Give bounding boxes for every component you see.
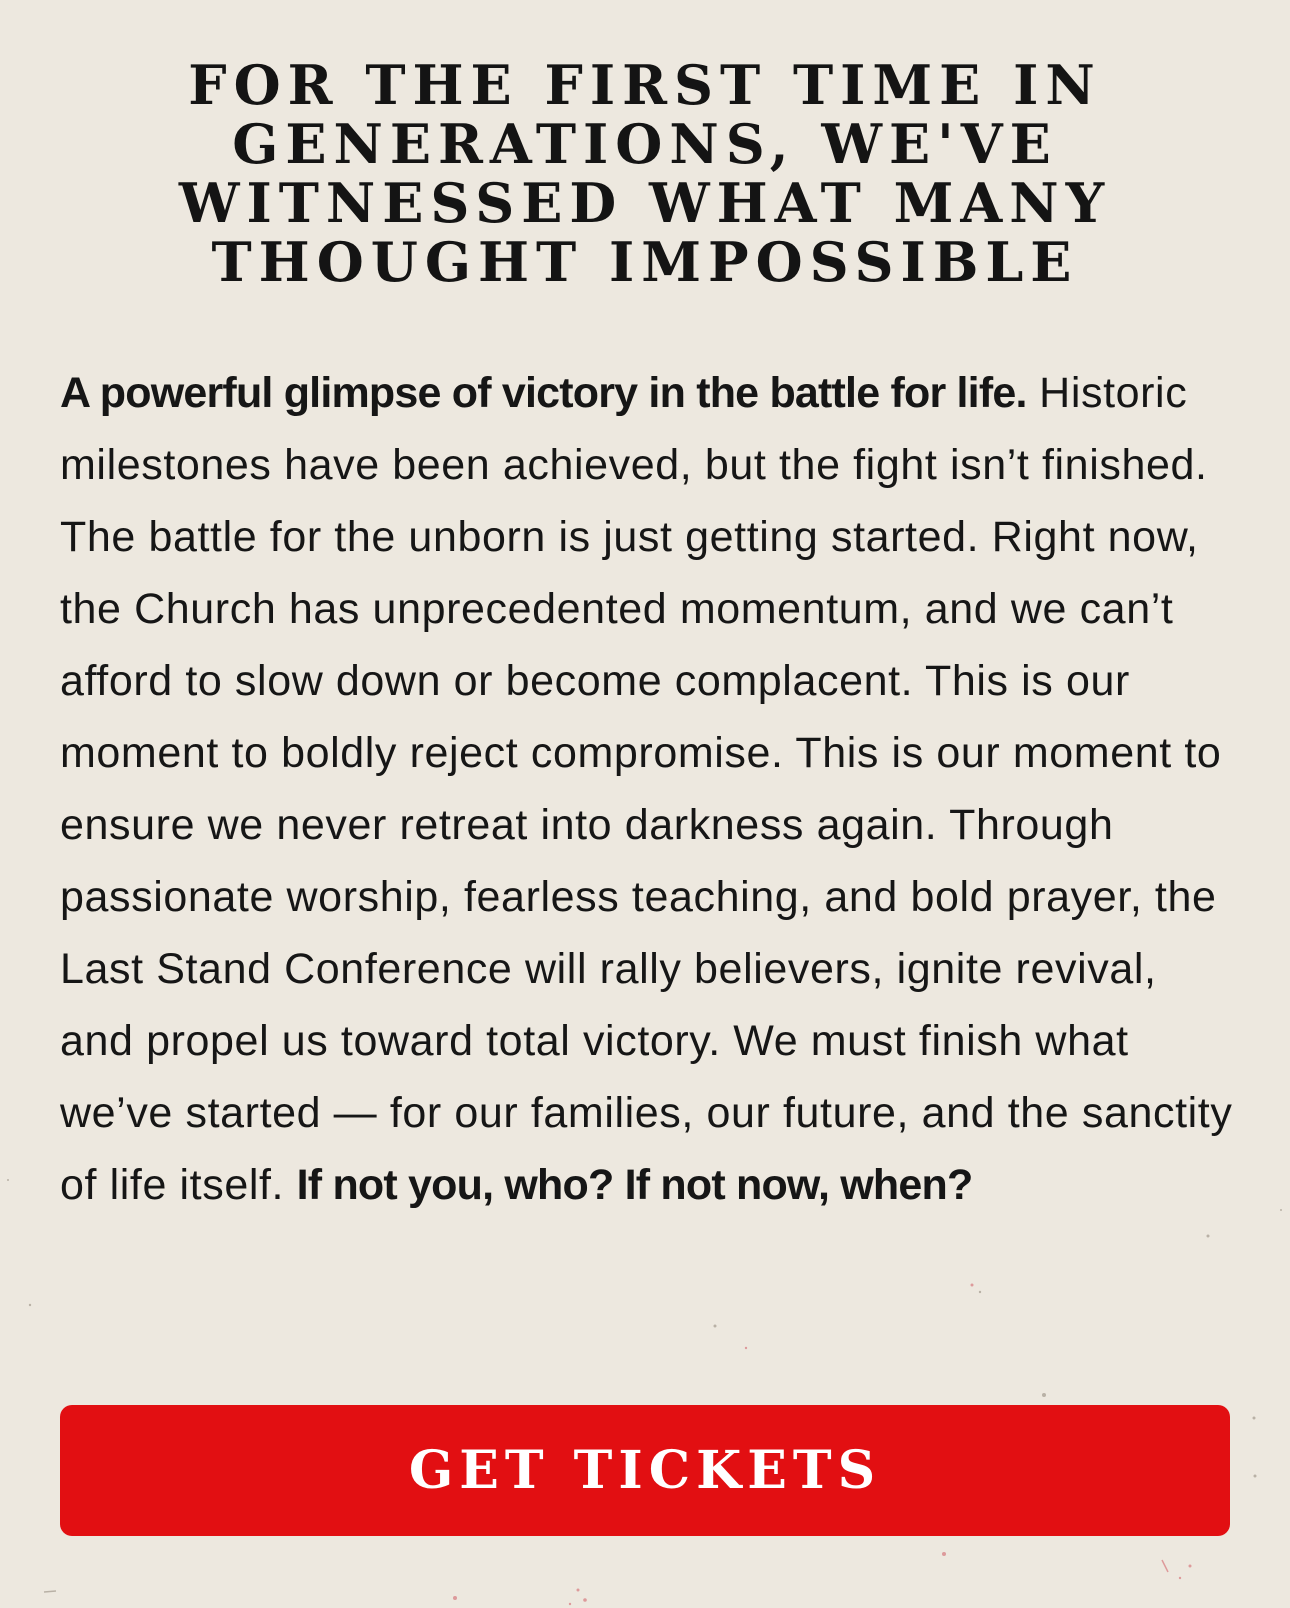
intro-paragraph <box>60 357 1235 1221</box>
intro-closing: If not you, who? If not now, when? <box>296 1161 973 1209</box>
page-headline: FOR THE FIRST TIME IN GENERATIONS, WE'VE WITNESSED WHAT MANY THOUGHT IMPOSSIBLE <box>178 53 1112 294</box>
get-tickets-button[interactable]: GET TICKETS <box>60 1405 1230 1536</box>
intro-lead: A powerful glimpse of victory in the battle for life. <box>60 369 1027 417</box>
intro-body: Historic milestones have been achieved, but the fight isn’t finished. The battle for the unborn is just getting started. Right now, the Church has unprecedented momentum, and we can’t afford to slow down or become complacent. This is our moment to boldly reject compromise. This is our moment to ensure we never retreat into darkness again. Through passionate worship, fearless teaching, and bold prayer, the Last Stand Conference will rally believers, ignite revival, and propel us toward total victory. We must finish what we’ve started — for our families, our future, and the sanctity of life itself. <box>60 369 1233 1209</box>
